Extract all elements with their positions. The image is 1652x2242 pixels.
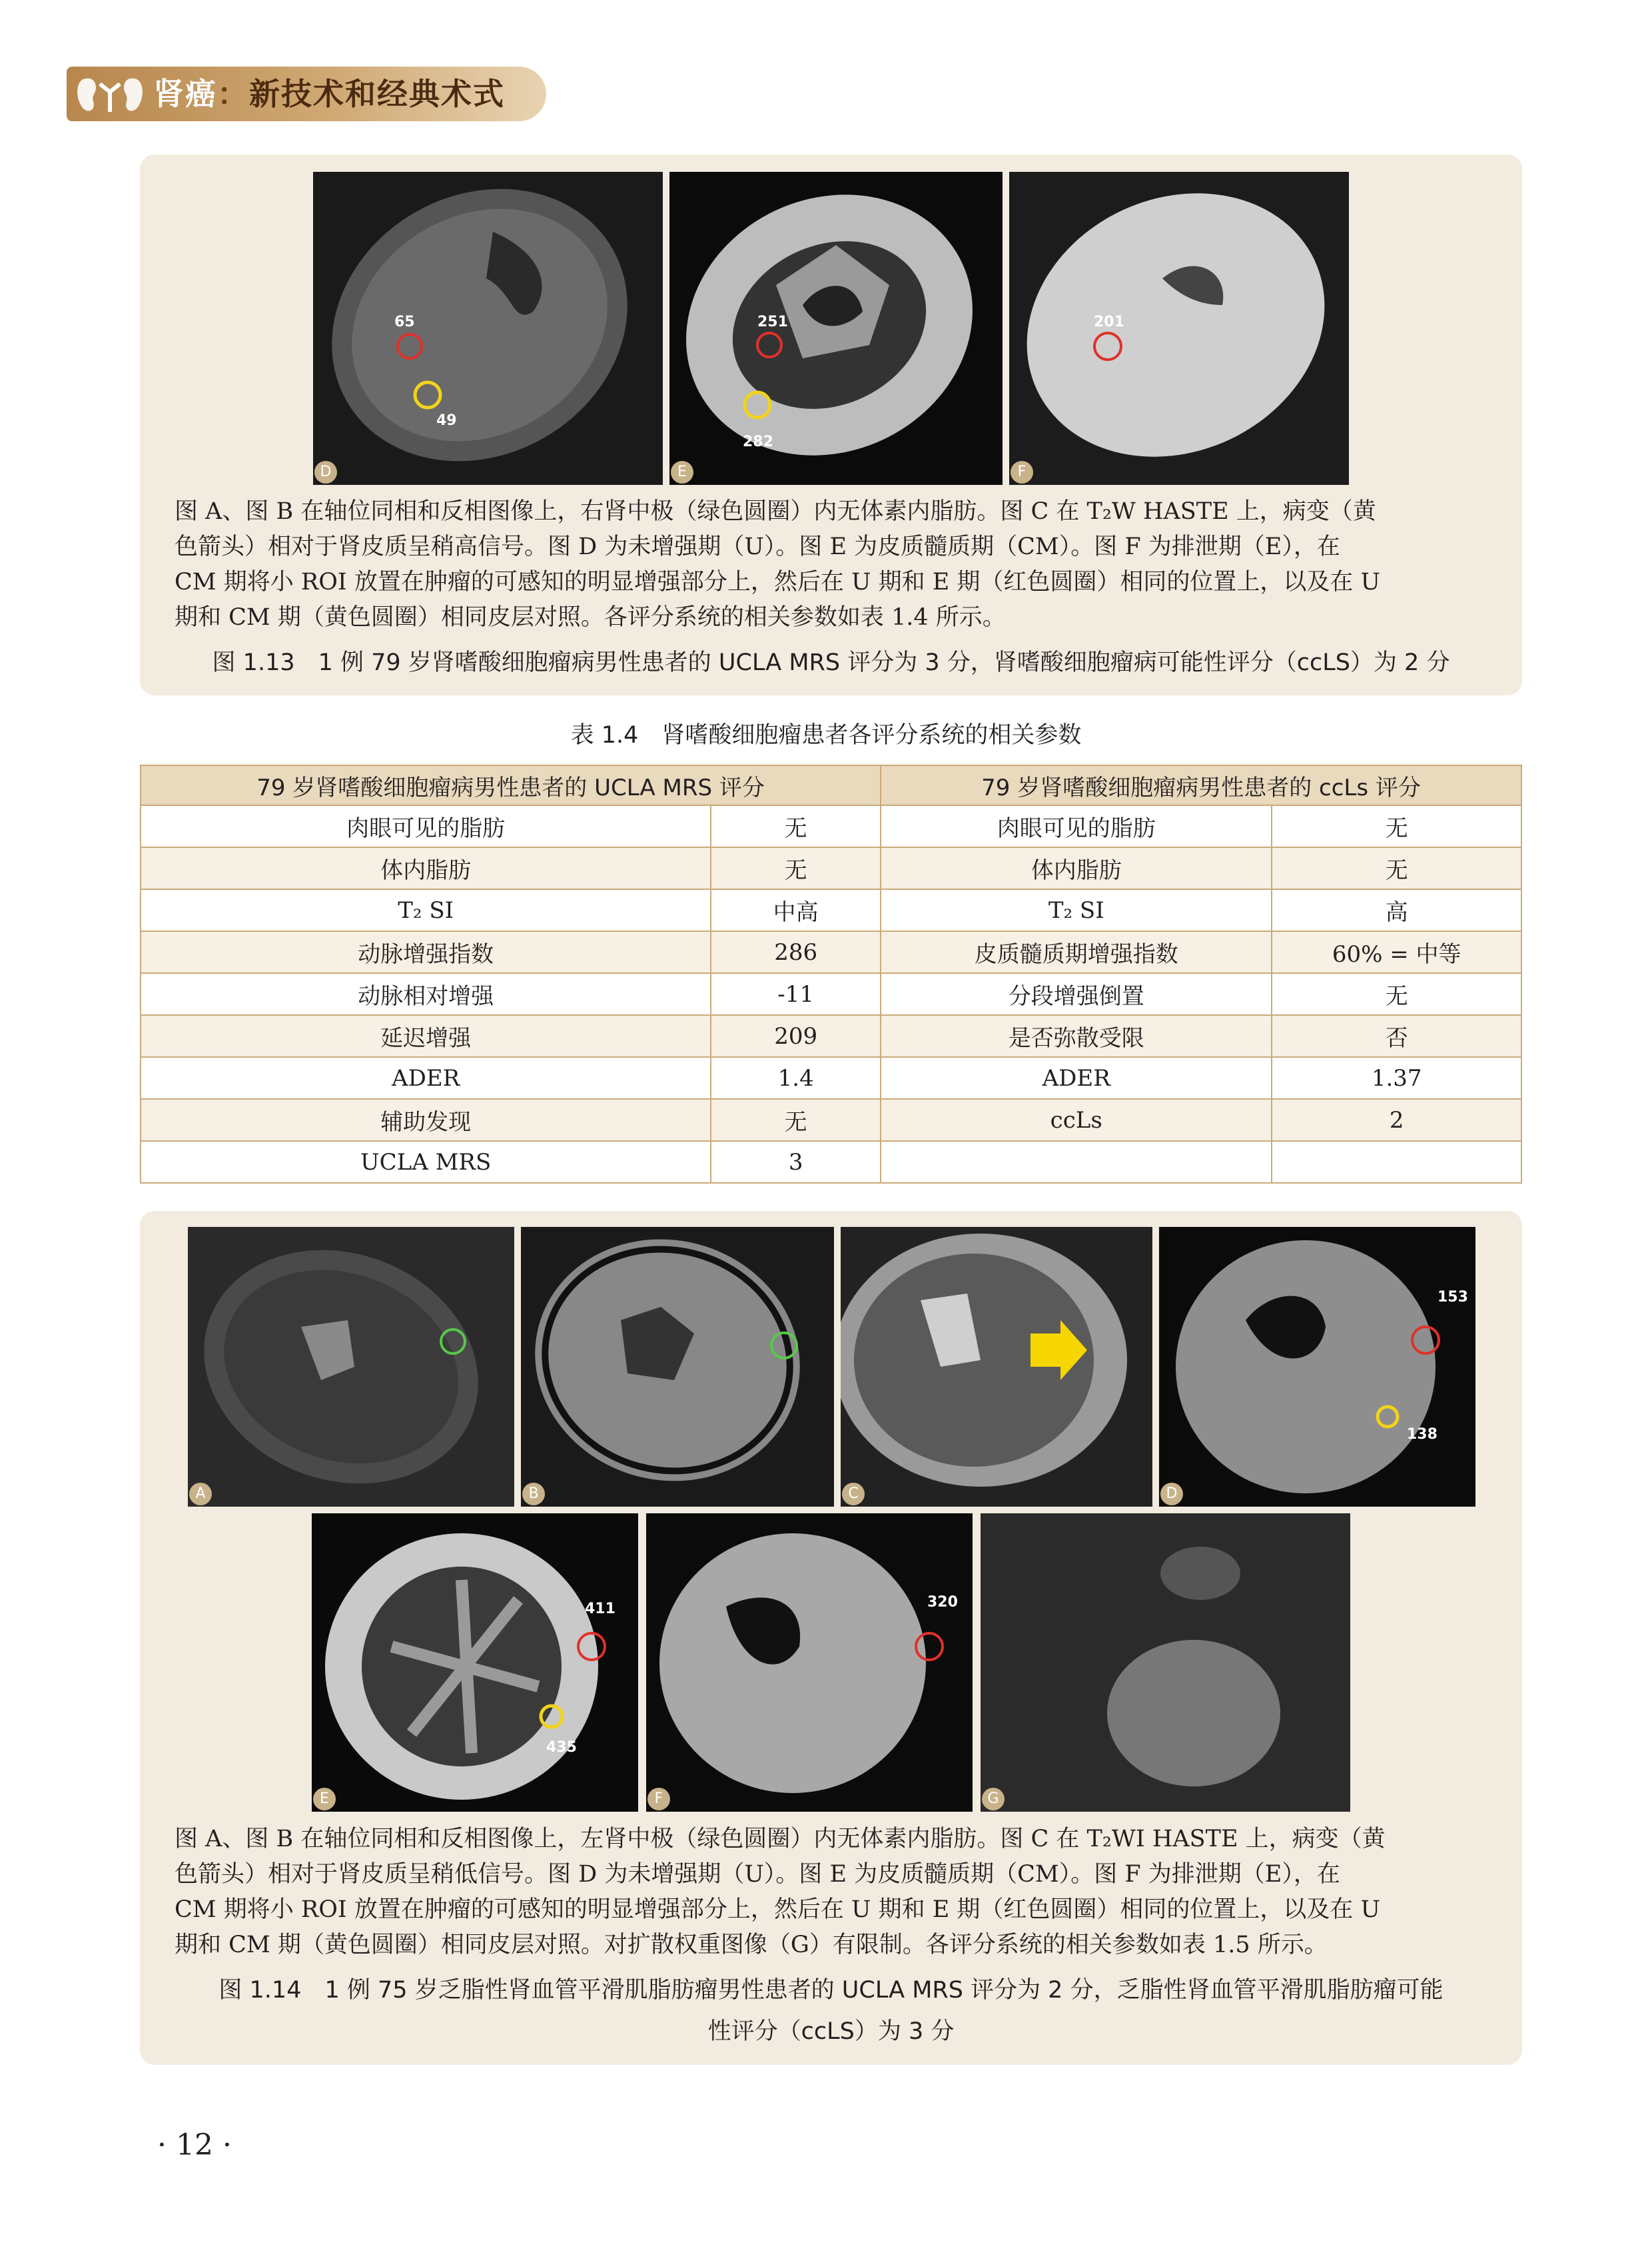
value-e14-red: 411 [585,1601,616,1617]
figure-1-14-title-line1: 图 1.14 1 例 75 岁乏脂性肾血管平滑肌脂肪瘤男性患者的 UCLA MRS 评分为 2 分，乏脂性肾血管平滑肌脂肪瘤可能 [218,1977,1444,2004]
figure-1-14-panel-b [521,1227,834,1507]
panel-label-g: G [982,1788,1005,1810]
figure-1-14-panel-g [981,1513,1350,1812]
value-f14-red: 320 [927,1594,958,1611]
table-header-ccls: 79 岁肾嗜酸细胞瘤病男性患者的 ccLs 评分 [881,765,1521,805]
panel-label-d2: D [1160,1483,1183,1505]
figure-1-13-panel-f [1009,172,1349,485]
panel-label-b: B [522,1483,545,1505]
panel-label-e: E [671,461,693,484]
panel-label-f2: F [647,1788,670,1810]
kidney-logo-icon [73,71,147,117]
table-row: 动脉增强指数 286 皮质髓质期增强指数 60% = 中等 [141,931,1521,973]
value-d-yellow: 49 [436,412,457,429]
value-d-red: 65 [394,314,415,330]
figure-1-14-panel-d [1159,1227,1475,1507]
figure-1-14-title-line2: 性评分（ccLS）为 3 分 [707,2018,955,2045]
table-row: 辅助发现 无 ccLs 2 [141,1099,1521,1141]
figure-1-13-panel-d [313,172,663,485]
value-e14-yellow: 435 [546,1739,577,1756]
panel-label-a: A [189,1483,212,1505]
value-d14-red: 153 [1438,1289,1468,1306]
figure-1-14-panel-a [188,1227,514,1507]
table-header-ucla: 79 岁肾嗜酸细胞瘤病男性患者的 UCLA MRS 评分 [141,765,881,805]
table-row: 延迟增强 209 是否弥散受限 否 [141,1015,1521,1057]
running-header [67,67,546,121]
figure-1-14-panel-f [646,1513,973,1812]
value-d14-yellow: 138 [1407,1426,1438,1443]
value-e-red: 251 [757,314,788,330]
table-row: UCLA MRS 3 [141,1141,1521,1183]
table-row: 体内脂肪 无 体内脂肪 无 [141,847,1521,889]
table-row: ADER 1.4 ADER 1.37 [141,1057,1521,1099]
book-title: 肾癌：新技术和经典术式 [153,76,505,112]
figure-1-14-caption: 图 A、图 B 在轴位同相和反相图像上，左肾中极（绿色圆圈）内无体素内脂肪。图 C 在 T₂WI HASTE 上，病变（黄 色箭头）相对于肾皮质呈稍低信号。图 D 为未增强期（U）。图 E 为皮质髓质期（CM）。图 F 为排泄期（E），在 CM 期将小 ROI 放置在肿瘤的可感知的明显增强部分上，然后在 U 期和 E 期（红色圆圈）相同的位置上，以及在 U 期和 CM 期（黄色圆圈）相同皮层对照。对扩散权重图像（G）有限制。各评分系统的相关参数如表 1.5 所示。 [175,1826,1386,1958]
panel-label-f: F [1011,461,1033,484]
figure-1-13-title: 图 1.13 1 例 79 岁肾嗜酸细胞瘤病男性患者的 UCLA MRS 评分为 3 分，肾嗜酸细胞瘤病可能性评分（ccLS）为 2 分 [212,649,1450,676]
panel-label-e2: E [313,1788,336,1810]
table-row: 肉眼可见的脂肪 无 肉眼可见的脂肪 无 [141,805,1521,847]
figure-1-14-panel-e [312,1513,638,1812]
figure-1-13-panel-e [669,172,1003,485]
table-1-4-title: 表 1.4 肾嗜酸细胞瘤患者各评分系统的相关参数 [570,722,1082,749]
value-e-yellow: 282 [743,434,773,450]
table-1-4 [140,765,1522,1184]
table-row: T₂ SI 中高 T₂ SI 高 [141,889,1521,931]
table-row: 动脉相对增强 -11 分段增强倒置 无 [141,973,1521,1015]
panel-label-d: D [314,461,337,484]
panel-label-c: C [842,1483,865,1505]
page-number: · 12 · [157,2128,232,2162]
figure-1-13-caption: 图 A、图 B 在轴位同相和反相图像上，右肾中极（绿色圆圈）内无体素内脂肪。图 C 在 T₂W HASTE 上，病变（黄 色箭头）相对于肾皮质呈稍高信号。图 D 为未增强期（U）。图 E 为皮质髓质期（CM）。图 F 为排泄期（E），在 CM 期将小 ROI 放置在肿瘤的可感知的明显增强部分上，然后在 U 期和 E 期（红色圆圈）相同的位置上，以及在 U 期和 CM 期（黄色圆圈）相同皮层对照。各评分系统的相关参数如表 1.4 所示。 [175,498,1381,631]
figure-1-14-panel-c [841,1227,1152,1507]
value-f-red: 201 [1094,314,1124,330]
